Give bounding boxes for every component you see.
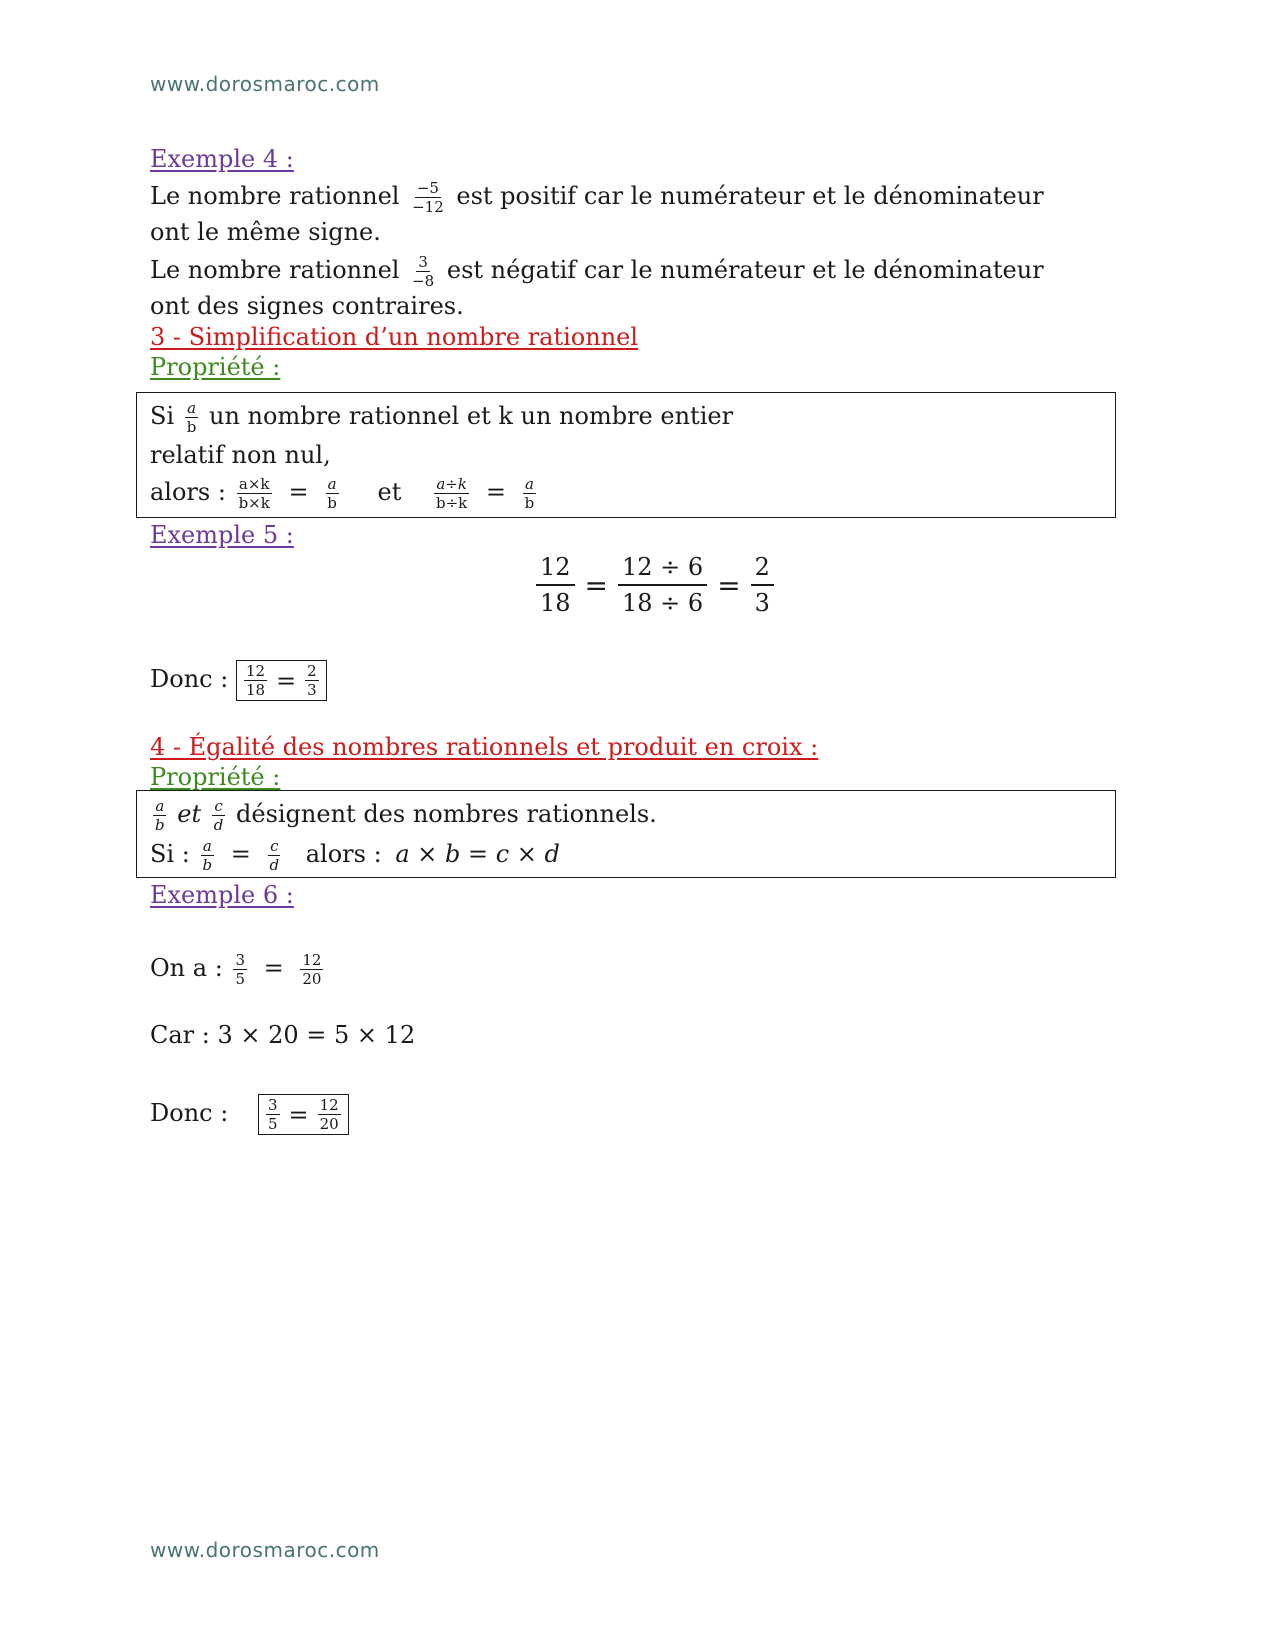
equals-sign: = xyxy=(288,478,309,506)
boxed-result xyxy=(258,1094,349,1135)
frac-num: a xyxy=(327,475,337,493)
fraction-c-d xyxy=(212,798,226,833)
ex6-donc: Donc : xyxy=(150,1099,229,1127)
frac-den: 5 xyxy=(235,970,245,988)
frac-den: d xyxy=(269,856,280,874)
ex4-l1-pre: Le nombre rationnel xyxy=(150,182,400,210)
fraction-a-b xyxy=(200,838,214,873)
fraction-neg5-neg12 xyxy=(410,180,446,215)
example-6-line-1 xyxy=(150,952,326,987)
example-4-line-2: ont le même signe. xyxy=(150,218,381,246)
frac-num: 12 xyxy=(245,662,266,680)
ex4-l3-post: est négatif car le numérateur et le dénominateur xyxy=(446,256,1044,284)
section-4-title: 4 - Égalité des nombres rationnels et produit en croix : xyxy=(150,733,819,761)
example-4-line-1 xyxy=(150,180,1044,215)
prop3-si: Si xyxy=(150,402,175,430)
ex5-donc: Donc : xyxy=(150,665,229,693)
frac-num: a×k xyxy=(238,475,270,493)
prop3-l1-post: un nombre rationnel et k un nombre entier xyxy=(209,402,734,430)
frac-num: 3 xyxy=(267,1096,278,1114)
section-3-title: 3 - Simplification d’un nombre rationnel xyxy=(150,323,639,351)
fraction-adivk-bdivk xyxy=(434,476,469,511)
fraction-a-b xyxy=(153,798,167,833)
frac-num: a xyxy=(187,399,197,417)
frac-num: 3 xyxy=(418,253,428,271)
ex6-ona: On a : xyxy=(150,954,223,982)
example-6-title: Exemple 6 : xyxy=(150,881,294,909)
frac-num: c xyxy=(214,797,223,815)
frac-den: 3 xyxy=(307,681,317,699)
prop4-l1-post: désignent des nombres rationnels. xyxy=(236,800,657,828)
fraction-12-18 xyxy=(244,663,267,698)
footer-site-link[interactable]: www.dorosmaroc.com xyxy=(150,1538,380,1562)
section-4-property-label: Propriété : xyxy=(150,763,281,791)
frac-num: 12 xyxy=(302,951,322,969)
fraction-ak-bk xyxy=(237,476,272,511)
frac-den: b÷k xyxy=(435,494,468,512)
prop4-alors: alors : xyxy=(305,840,382,868)
equals-sign: = xyxy=(288,1100,309,1129)
equals-sign: = xyxy=(276,666,297,695)
frac-den: b xyxy=(155,816,165,834)
frac-den: 18 xyxy=(540,589,571,617)
fraction-a-b xyxy=(325,476,339,511)
fraction-2-3 xyxy=(305,663,319,698)
example-6-car: Car : 3 × 20 = 5 × 12 xyxy=(150,1021,416,1049)
fraction-12div6-18div6 xyxy=(618,552,707,618)
fraction-2-3 xyxy=(751,552,774,618)
prop4-si: Si : xyxy=(150,840,190,868)
frac-den: b×k xyxy=(238,494,270,512)
equals-sign: = xyxy=(717,568,741,602)
prop4-line-1 xyxy=(150,798,657,833)
frac-den: 20 xyxy=(302,970,322,988)
prop3-line-1 xyxy=(150,400,733,435)
prop4-line-2 xyxy=(150,838,560,873)
prop3-line-3 xyxy=(150,476,539,511)
frac-num: a xyxy=(155,797,165,815)
equals-sign: = xyxy=(584,568,609,602)
frac-num: 12 xyxy=(536,552,575,586)
example-5-title: Exemple 5 : xyxy=(150,521,294,549)
frac-num: −5 xyxy=(416,179,439,197)
equals-sign: = xyxy=(263,954,284,982)
ex4-l3-pre: Le nombre rationnel xyxy=(150,256,400,284)
example-4-title: Exemple 4 : xyxy=(150,145,294,173)
prop3-alors: alors : xyxy=(150,478,226,506)
frac-num: 2 xyxy=(307,662,317,680)
frac-den: −8 xyxy=(412,272,435,290)
frac-den: b xyxy=(202,856,213,874)
frac-den: 18 ÷ 6 xyxy=(622,589,704,617)
frac-num: a xyxy=(524,475,534,493)
example-6-conclusion xyxy=(150,1094,349,1135)
boxed-result xyxy=(236,660,327,701)
example-4-line-4: ont des signes contraires. xyxy=(150,292,464,320)
example-5-equation xyxy=(532,552,778,618)
fraction-12-18 xyxy=(536,552,575,618)
cross-product-formula: a × b = c × d xyxy=(395,840,560,868)
fraction-3-5 xyxy=(266,1097,280,1132)
frac-num: 12 ÷ 6 xyxy=(618,552,707,586)
frac-den: b xyxy=(327,494,337,512)
frac-den: 3 xyxy=(754,589,770,617)
fraction-a-b xyxy=(523,476,537,511)
fraction-c-d xyxy=(267,838,281,873)
frac-den: 18 xyxy=(245,681,266,699)
example-5-conclusion xyxy=(150,660,327,701)
frac-num: a÷k xyxy=(436,475,467,493)
frac-den: 5 xyxy=(267,1115,278,1133)
frac-den: d xyxy=(213,816,224,834)
fraction-3-neg8 xyxy=(410,254,436,289)
frac-num: c xyxy=(270,837,279,855)
section-3-property-label: Propriété : xyxy=(150,353,281,381)
fraction-12-20 xyxy=(300,952,323,987)
frac-num: a xyxy=(202,837,212,855)
equals-sign: = xyxy=(485,478,506,506)
frac-den: b xyxy=(524,494,535,512)
fraction-12-20 xyxy=(318,1097,341,1132)
prop3-line-2: relatif non nul, xyxy=(150,441,331,469)
frac-num: 12 xyxy=(319,1096,339,1114)
prop3-et: et xyxy=(377,478,402,506)
ex4-l1-post: est positif car le numérateur et le dénominateur xyxy=(456,182,1044,210)
fraction-a-b xyxy=(185,400,199,435)
frac-den: 20 xyxy=(319,1115,339,1133)
fraction-3-5 xyxy=(233,952,247,987)
prop4-et: et xyxy=(177,800,202,828)
header-site-link[interactable]: www.dorosmaroc.com xyxy=(150,72,380,96)
frac-num: 2 xyxy=(751,552,774,586)
equals-sign: = xyxy=(230,840,251,868)
frac-num: 3 xyxy=(235,951,245,969)
frac-den: −12 xyxy=(412,198,444,216)
example-4-line-3 xyxy=(150,254,1044,289)
frac-den: b xyxy=(186,418,197,436)
